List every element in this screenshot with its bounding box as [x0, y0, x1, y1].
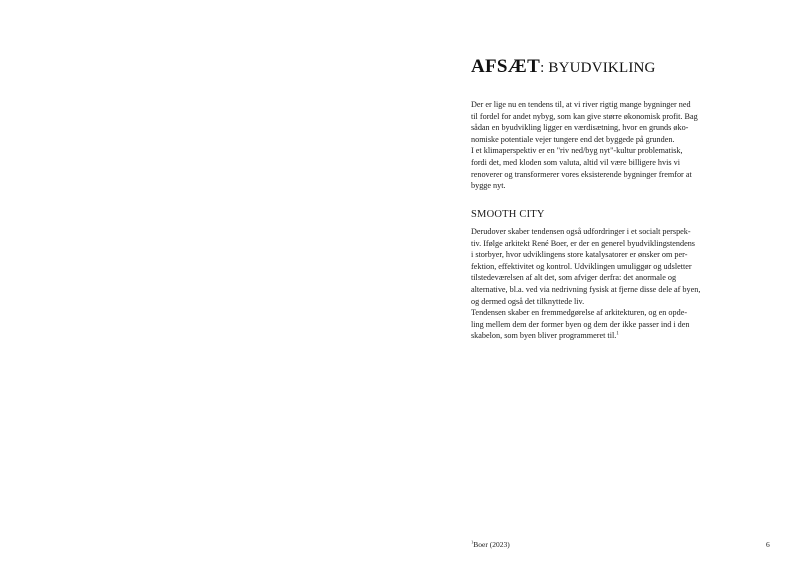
- intro-paragraph: [471, 99, 736, 192]
- text-line: til fordel for andet nybyg, som kan give større økonomisk profit. Bag: [471, 111, 698, 121]
- footnote-marker: 1: [471, 539, 474, 545]
- text-line: alternative, bl.a. ved via nedrivning fysisk at fjerne disse dele af byen,: [471, 284, 701, 294]
- text-line: bygge nyt.: [471, 181, 506, 191]
- right-page: [471, 0, 771, 569]
- title-main: AFSÆT: [471, 56, 541, 77]
- text-line: I et klimaperspektiv er en "riv ned/byg nyt"-kultur problematisk,: [471, 146, 683, 156]
- footnote: [471, 540, 510, 550]
- text-line: ling mellem dem der former byen og dem der ikke passer ind i den: [471, 319, 690, 329]
- section-heading: SMOOTH CITY: [471, 209, 545, 220]
- text-line: Tendensen skaber en fremmedgørelse af arkitekturen, og en opde-: [471, 308, 688, 318]
- text-line: tiv. Ifølge arkitekt René Boer, er der en generel byudviklingstendens: [471, 238, 695, 248]
- title-subtitle: : BYUDVIKLING: [540, 60, 656, 76]
- text-line: i storbyer, hvor udviklingens store katalysatorer er ønsker om per-: [471, 250, 688, 260]
- page-number: 6: [766, 540, 770, 549]
- footnote-text: Boer (2023): [473, 540, 510, 549]
- text-line: nomiske potentiale vejer tungere end det byggede på grunden.: [471, 134, 675, 144]
- page-title: [471, 57, 656, 78]
- text-line: renoverer og transformerer vores eksisterende bygninger fremfor at: [471, 169, 692, 179]
- text-line-with-footnote: [471, 330, 736, 342]
- text-line: skabelon, som byen bliver programmeret til.: [471, 331, 617, 341]
- text-line: og dermed også det tilknyttede liv.: [471, 296, 585, 306]
- text-line: fektion, effektivitet og kontrol. Udviklingen umuliggør og udsletter: [471, 261, 692, 271]
- smooth-city-paragraph: [471, 226, 736, 342]
- text-line: Der er lige nu en tendens til, at vi river rigtig mange bygninger ned: [471, 100, 691, 109]
- footnote-reference: 1: [616, 331, 619, 337]
- text-line: tilstedeværelsen af alt det, som afviger derfra: det anormale og: [471, 273, 677, 283]
- text-line: Derudover skaber tendensen også udfordringer i et socialt perspek-: [471, 227, 691, 236]
- text-line: fordi det, med kloden som valuta, altid vil være billigere hvis vi: [471, 157, 680, 167]
- text-line: sådan en byudvikling ligger en værdisætning, hvor en grunds øko-: [471, 123, 689, 133]
